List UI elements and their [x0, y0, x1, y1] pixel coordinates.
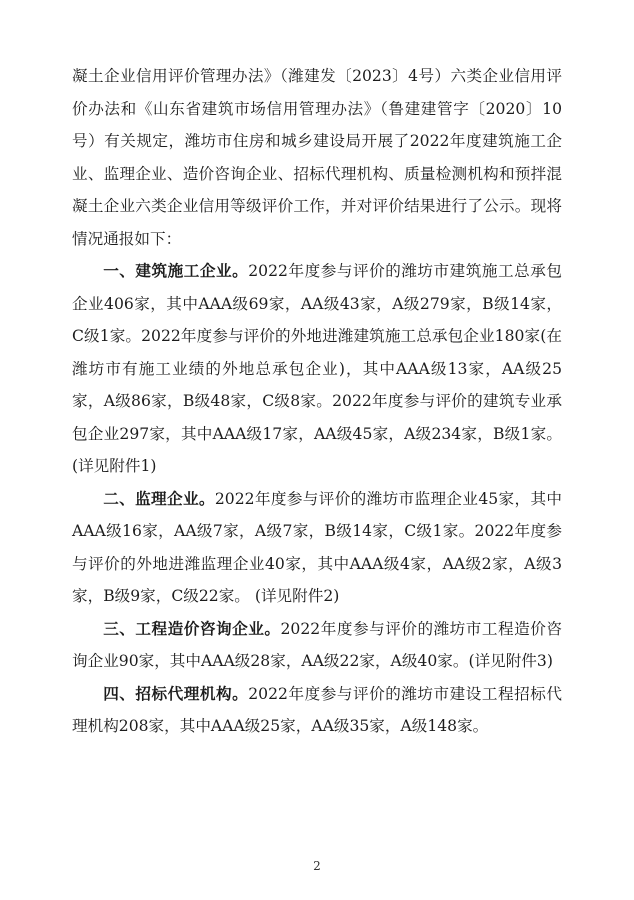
section-cost-consulting [72, 613, 562, 678]
section-supervision [72, 483, 562, 613]
section-heading: 三、工程造价咨询企业。 [103, 619, 281, 638]
section-bidding-agency [72, 678, 562, 743]
section-text: 2022年度参与评价的潍坊市建筑施工总承包企业406家，其中AAA级69家，AA级43家，A级279家，B级14家， C级1家。2022年度参与评价的外地进潍建筑施工总承包企业180家(在潍坊市有施工业绩的外地总承包企业)，其中AAA级13家，AA级25家，A级86家，B级48家，C级8家。2022年度参与评价的建筑专业承包企业297家，其中AAA级17家，AA级45家，A级234家，B级1家。(详见附件1) [72, 262, 562, 475]
section-heading: 四、招标代理机构。 [103, 684, 249, 703]
intro-paragraph: 凝土企业信用评价管理办法》（潍建发〔2023〕4号）六类企业信用评价办法和《山东省建筑市场信用管理办法》（鲁建建管字〔2020〕10号）有关规定，潍坊市住房和城乡建设局开展了2022年度建筑施工企业、监理企业、造价咨询企业、招标代理机构、质量检测机构和预拌混凝土企业六类企业信用等级评价工作，并对评价结果进行了公示。现将情况通报如下： [72, 67, 562, 248]
section-text: 2022年度参与评价的潍坊市工程造价咨询企业90家，其中AAA级28家，AA级22家，A级40家。(详见附件3) [72, 619, 562, 670]
page-number: 2 [313, 859, 321, 873]
section-text: 2022年度参与评价的潍坊市监理企业45家，其中AAA级16家，AA级7家，A级7家，B级14家，C级1家。2022年度参与评价的外地进潍监理企业40家，其中AAA级4家，AA级2家，A级3家，B级9家，C级22家。 (详见附件2) [72, 489, 562, 605]
document-body [72, 60, 562, 743]
section-heading: 一、建筑施工企业。 [103, 262, 249, 280]
section-heading: 二、监理企业。 [103, 489, 215, 508]
section-text: 2022年度参与评价的潍坊市建设工程招标代理机构208家，其中AAA级25家，AA级35家，A级148家。 [72, 684, 562, 735]
section-construction [72, 255, 562, 483]
